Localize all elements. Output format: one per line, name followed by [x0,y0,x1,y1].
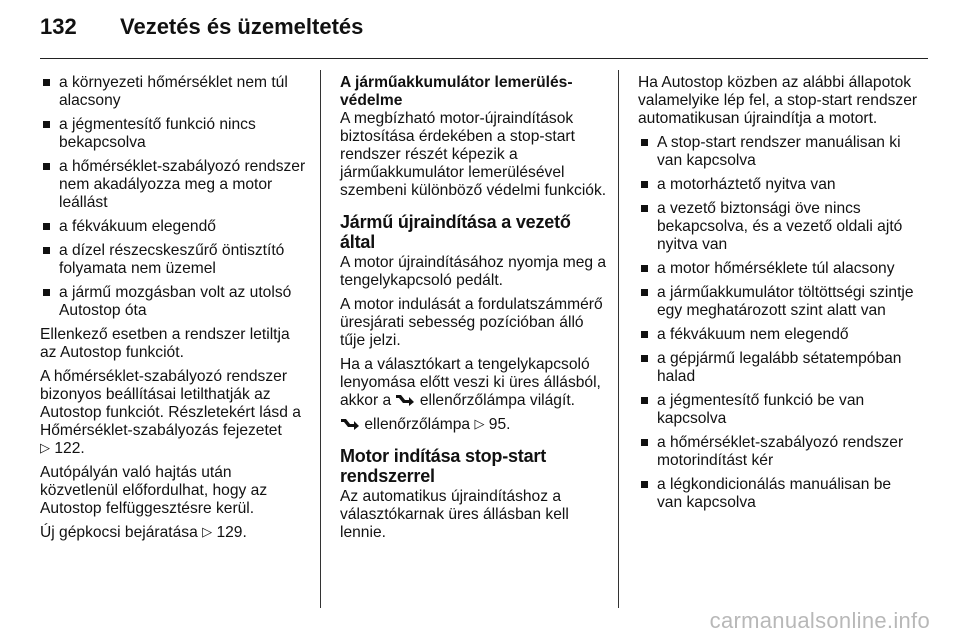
paragraph-text: A hőmérséklet-szabályozó rendszer bizonyos beállításai letilthatják az Autostop funkciót. Részletekért lásd a Hőmérséklet-szabályozás fejezetet [40,368,301,439]
page-reference-link[interactable]: 122. [54,440,85,457]
paragraph [40,368,310,458]
paragraph: Autópályán való hajtás után közvetlenül előfordulhat, hogy az Autostop felfüggesztésre kerül. [40,464,268,517]
list-item: a jégmentesítő funkció nincs bekapcsolva [40,116,310,152]
list-item: a járműakkumulátor töltöttségi szintje egy meghatározott szint alatt van [638,284,920,320]
list-item: a jármű mozgásban volt az utolsó Autostop óta [40,284,310,320]
list-item: a hőmérséklet-szabályozó rendszer motorindítást kér [638,434,920,470]
paragraph-text: ellenőrzőlámpa [364,416,471,433]
list-item: a jégmentesítő funkció be van kapcsolva [638,392,920,428]
shift-indicator-lamp-icon [395,393,415,406]
list-item: a légkondicionálás manuálisan be van kapcsolva [638,476,920,512]
section-heading: Jármű újraindítása a vezető által [340,212,571,252]
paragraph-text: ellenőrzőlámpa világít. [419,392,575,409]
list-item: a gépjármű legalább sétatempóban halad [638,350,920,386]
paragraph: Ellenkező esetben a rendszer letiltja az Autostop funkciót. [40,326,290,361]
paragraph: A motor újraindításához nyomja meg a tengelykapcsoló pedált. [340,254,607,289]
list-item: a fékvákuum elegendő [40,218,310,236]
page-header [40,14,920,54]
chapter-title: Vezetés és üzemeltetés [120,14,364,39]
header-rule [40,58,928,59]
list-item: a dízel részecskeszűrő öntisztító folyamata nem üzemel [40,242,310,278]
list-item: a motorháztető nyitva van [638,176,920,194]
list-item: a vezető biztonsági öve nincs bekapcsolva, és a vezető oldali ajtó nyitva van [638,200,920,254]
page-reference-link[interactable]: 129. [216,524,247,541]
column-2 [340,74,610,548]
list-item: a környezeti hőmérséklet nem túl alacsony [40,74,310,110]
paragraph [340,416,610,434]
shift-indicator-lamp-icon [340,417,360,430]
paragraph [40,524,310,542]
paragraph: Az automatikus újraindításhoz a választókarnak üres állásban kell lennie. [340,488,569,541]
paragraph: Ha Autostop közben az alábbi állapotok valamelyike lép fel, a stop-start rendszer automatikusan újraindítja a motort. [638,74,918,127]
subheading: A járműakkumulátor lemerülés-védelme [340,74,573,109]
list-item: a motor hőmérséklete túl alacsony [638,260,920,278]
page-number: 132 [40,14,77,39]
paragraph: A megbízható motor-újraindítások biztosítása érdekében a stop-start rendszer részét képezik a járműakkumulátor lemerülésével szembeni különböző védelmi funkciók. [340,110,607,199]
list-item: A stop-start rendszer manuálisan ki van kapcsolva [638,134,920,170]
column-divider [320,70,321,608]
reference-arrow-icon: ▷ [202,524,213,539]
paragraph: A motor indulását a fordulatszámmérő üresjárati sebesség pozícióban álló tűje jelzi. [340,296,603,349]
column-divider [618,70,619,608]
page-reference-link[interactable]: 95. [488,416,511,433]
paragraph [340,356,610,410]
paragraph-text: Új gépkocsi bejáratása [40,524,198,541]
column-3 [638,74,920,518]
section-heading: Motor indítása stop-start rendszerrel [340,446,547,486]
list-item: a fékvákuum nem elegendő [638,326,920,344]
column-1 [40,74,310,548]
watermark: carmanualsonline.info [709,608,930,633]
reference-arrow-icon: ▷ [40,440,50,455]
paragraph-text: Ha a választókart a tengelykapcsoló lenyomása előtt veszi ki üres állásból, akkor a [340,356,601,409]
list-item: a hőmérséklet-szabályozó rendszer nem akadályozza meg a motor leállást [40,158,310,212]
reference-arrow-icon: ▷ [474,416,485,431]
